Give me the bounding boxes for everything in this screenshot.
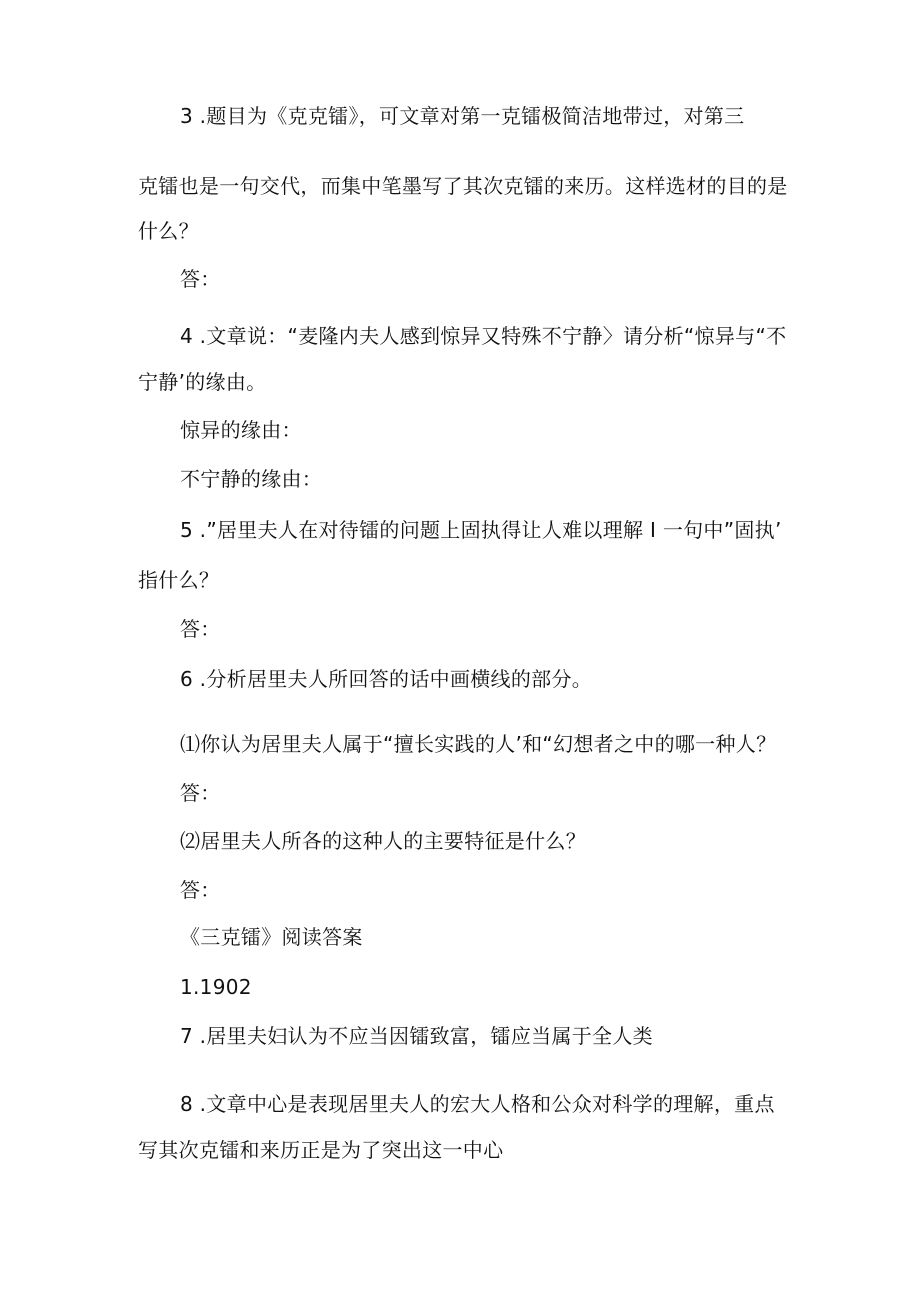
question-4-line-2: 宁静’的缘由。 (138, 370, 267, 394)
question-5-line-1: 5 .”居里夫人在对待镭的问题上固执得让人难以理解 I 一句中”固执’ (180, 518, 782, 542)
unease-reason-label: 不宁静的缘由： (180, 467, 323, 491)
question-6-line-1: 6 .分析居里夫人所回答的话中画横线的部分。 (180, 667, 593, 691)
question-3-line-2: 克镭也是一句交代，而集中笔墨写了其次克镭的来历。这样选材的目的是 (138, 174, 788, 198)
question-3-line-3: 什么？ (138, 219, 199, 243)
answer-7: 7 .居里夫妇认为不应当因镭致富，镭应当属于全人类 (180, 1024, 653, 1048)
question-6-sub-1: ⑴你认为居里夫人属于“擅长实践的人’和“幻想者之中的哪一种人？ (180, 732, 777, 756)
question-5-line-2: 指什么？ (138, 568, 220, 592)
answer-8-line-2: 写其次克镭和来历正是为了突出这一中心 (138, 1138, 504, 1162)
question-3-line-1: 3 .题目为《克克镭》，可文章对第一克镭极简洁地带过，对第三 (180, 104, 745, 128)
answer-label-3: 答： (180, 267, 221, 291)
answer-label-6-1: 答： (180, 781, 221, 805)
answer-section-title: 《三克镭》阅读答案 (180, 925, 363, 949)
answer-label-5: 答： (180, 617, 221, 641)
answer-label-6-2: 答： (180, 878, 221, 902)
surprise-reason-label: 惊异的缘由： (180, 418, 302, 442)
question-4-line-1: 4 .文章说：“麦隆内夫人感到惊异又特殊不宁静〉请分析“惊异与“不 (180, 324, 787, 348)
answer-1: 1.1902 (180, 975, 252, 999)
answer-8-line-1: 8 .文章中心是表现居里夫人的宏大人格和公众对科学的理解，重点 (180, 1092, 775, 1116)
question-6-sub-2: ⑵居里夫人所各的这种人的主要特征是什么？ (180, 829, 586, 853)
